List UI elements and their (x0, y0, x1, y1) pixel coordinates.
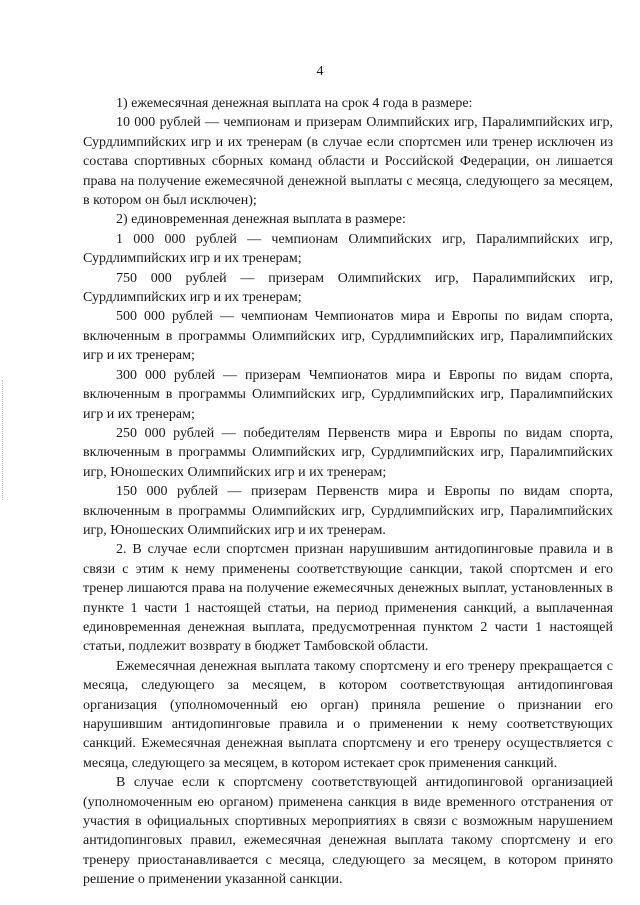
paragraph-lump-sum-youth-winners: 250 000 рублей — победителям Первенств мира и Европы по видам спорта, включенным в программы Олимпийских игр, Сурдлимпийских игр, Паралимпийских игр, Юношеских Олимпийских игр и их тренерам; (83, 425, 613, 480)
paragraph-temporary-suspension: В случае если к спортсмену соответствующей антидопинговой организацией (уполномоченным ею органом) применена санкция в виде временного отстранения от участия в официальных спортивных мероприятиях в связи с возможным нарушением антидопинговых правил, ежемесячная денежная выплата такому спортсмену и его тренеру приостанавливается с месяца, следующего за месяцем, в котором принято решение о применении указанной санкции. (83, 775, 613, 888)
paragraph-monthly-payment-heading: 1) ежемесячная денежная выплата на срок 4 года в размере: (116, 96, 473, 111)
margin-scan-mark (2, 380, 9, 500)
paragraph-antidoping-clause: 2. В случае если спортсмен признан нарушившим антидопинговые правила и в связи с этим к нему применены соответствующие санкции, такой спортсмен и его тренер лишаются права на получение ежемесячных денежных выплат, установленных в пункте 1 части 1 настоящей статьи, на период применения санкций, а выплаченная единовременная денежная выплата, предусмотренная пунктом 2 части 1 настоящей статьи, подлежит возврату в бюджет Тамбовской области. (83, 542, 613, 655)
page-number: 4 (316, 64, 324, 79)
paragraph-lump-sum-world-medalists: 300 000 рублей — призерам Чемпионатов мира и Европы по видам спорта, включенным в программы Олимпийских игр, Сурдлимпийских игр, Паралимпийских игр и их тренерам; (83, 367, 613, 422)
paragraph-monthly-payment-amount: 10 000 рублей — чемпионам и призерам Олимпийских игр, Паралимпийских игр, Сурдлимпийских игр и их тренерам (в случае если спортсмен или тренер исключен из состава спортивных сборных команд области и Российской Федерации, он лишается права на получение ежемесячной денежной выплаты с месяца, следующего за месяцем, в котором он был исключен); (83, 115, 613, 209)
paragraph-lump-sum-olympic-champions: 1 000 000 рублей — чемпионам Олимпийских игр, Паралимпийских игр, Сурдлимпийских игр и их тренерам; (83, 231, 613, 267)
paragraph-monthly-payment-termination: Ежемесячная денежная выплата такому спортсмену и его тренеру прекращается с месяца, следующего за месяцем, в котором соответствующая антидопинговая организация (уполномоченный ею орган) приняла решение о признании его нарушившим антидопинговые правила и о применении к нему соответствующих санкций. Ежемесячная денежная выплата спортсмену и его тренеру осуществляется с месяца, следующего за месяцем, в котором истекает срок применения санкций. (83, 658, 613, 771)
document-body (83, 94, 613, 890)
paragraph-lump-sum-world-champions: 500 000 рублей — чемпионам Чемпионатов мира и Европы по видам спорта, включенным в программы Олимпийских игр, Сурдлимпийских игр, Паралимпийских игр и их тренерам; (83, 309, 613, 364)
paragraph-lump-sum-youth-medalists: 150 000 рублей — призерам Первенств мира и Европы по видам спорта, включенным в программы Олимпийских игр, Сурдлимпийских игр, Паралимпийских игр, Юношеских Олимпийских игр и их тренерам. (83, 484, 613, 538)
paragraph-lump-sum-olympic-medalists: 750 000 рублей — призерам Олимпийских игр, Паралимпийских игр, Сурдлимпийских игр и их тренерам; (83, 270, 613, 306)
paragraph-lump-sum-heading: 2) единовременная денежная выплата в размере: (116, 212, 406, 228)
